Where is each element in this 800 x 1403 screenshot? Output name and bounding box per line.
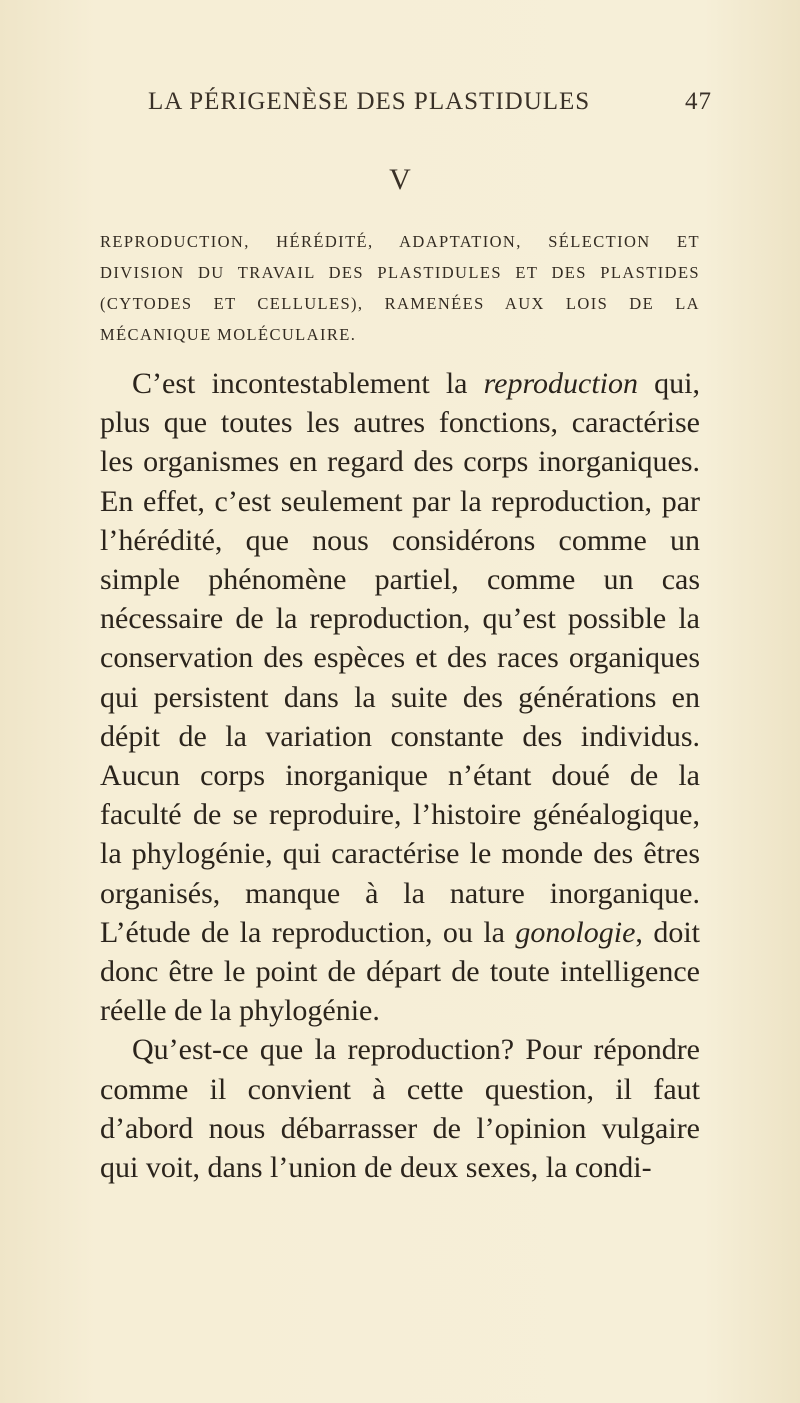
page-number: 47 [685,88,712,115]
running-title: LA PÉRIGENÈSE DES PLASTIDULES [148,88,591,115]
paragraph-2: Qu’est-ce que la reproduction? Pour répondre comme il convient à cette question, il faut d’abord nous débarrasser de l’opinion vulgaire qui voit, dans l’union de deux sexes, la condi- [100,1033,700,1185]
paragraph-1-text-middle: qui, plus que toutes les autres fonctions, caractérise les organismes en regard des corps inorganiques. En effet, c’est seulement par la reproduction, par l’hérédité, que nous considérons comme un simple phénomène partiel, comme un cas nécessaire de la reproduction, qu’est possible la conservation des espèces et des races organiques qui persistent dans la suite des générations en dépit de la variation constante des individus. Aucun corps inorganique n’étant doué de la faculté de se reproduire, l’histoire généalogique, la phylogénie, qui caractérise le monde des êtres organisés, manque à la nature inorganique. L’étude de la reproduction, ou la [100,367,700,949]
section-numeral: V [389,163,411,196]
emphasis-reproduction: reproduction [483,367,639,400]
paragraph-1 [100,364,700,1030]
paragraph-1-text-end: , doit donc être le point de départ de toute intelligence réelle de la phylogénie. [100,915,700,1028]
emphasis-gonologie: gonologie [515,915,636,949]
body-text [100,364,700,1187]
paragraph-1-text-start: C’est incontestablement la [132,367,484,400]
section-summary: REPRODUCTION, HÉRÉDITÉ, ADAPTATION, SÉLECTION ET DIVISION DU TRAVAIL DES PLASTIDULES ET DES PLASTIDES (CYTODES ET CELLULES), RAMENÉES AUX LOIS DE LA MÉCANIQUE MOLÉCULAIRE. [100,232,700,344]
